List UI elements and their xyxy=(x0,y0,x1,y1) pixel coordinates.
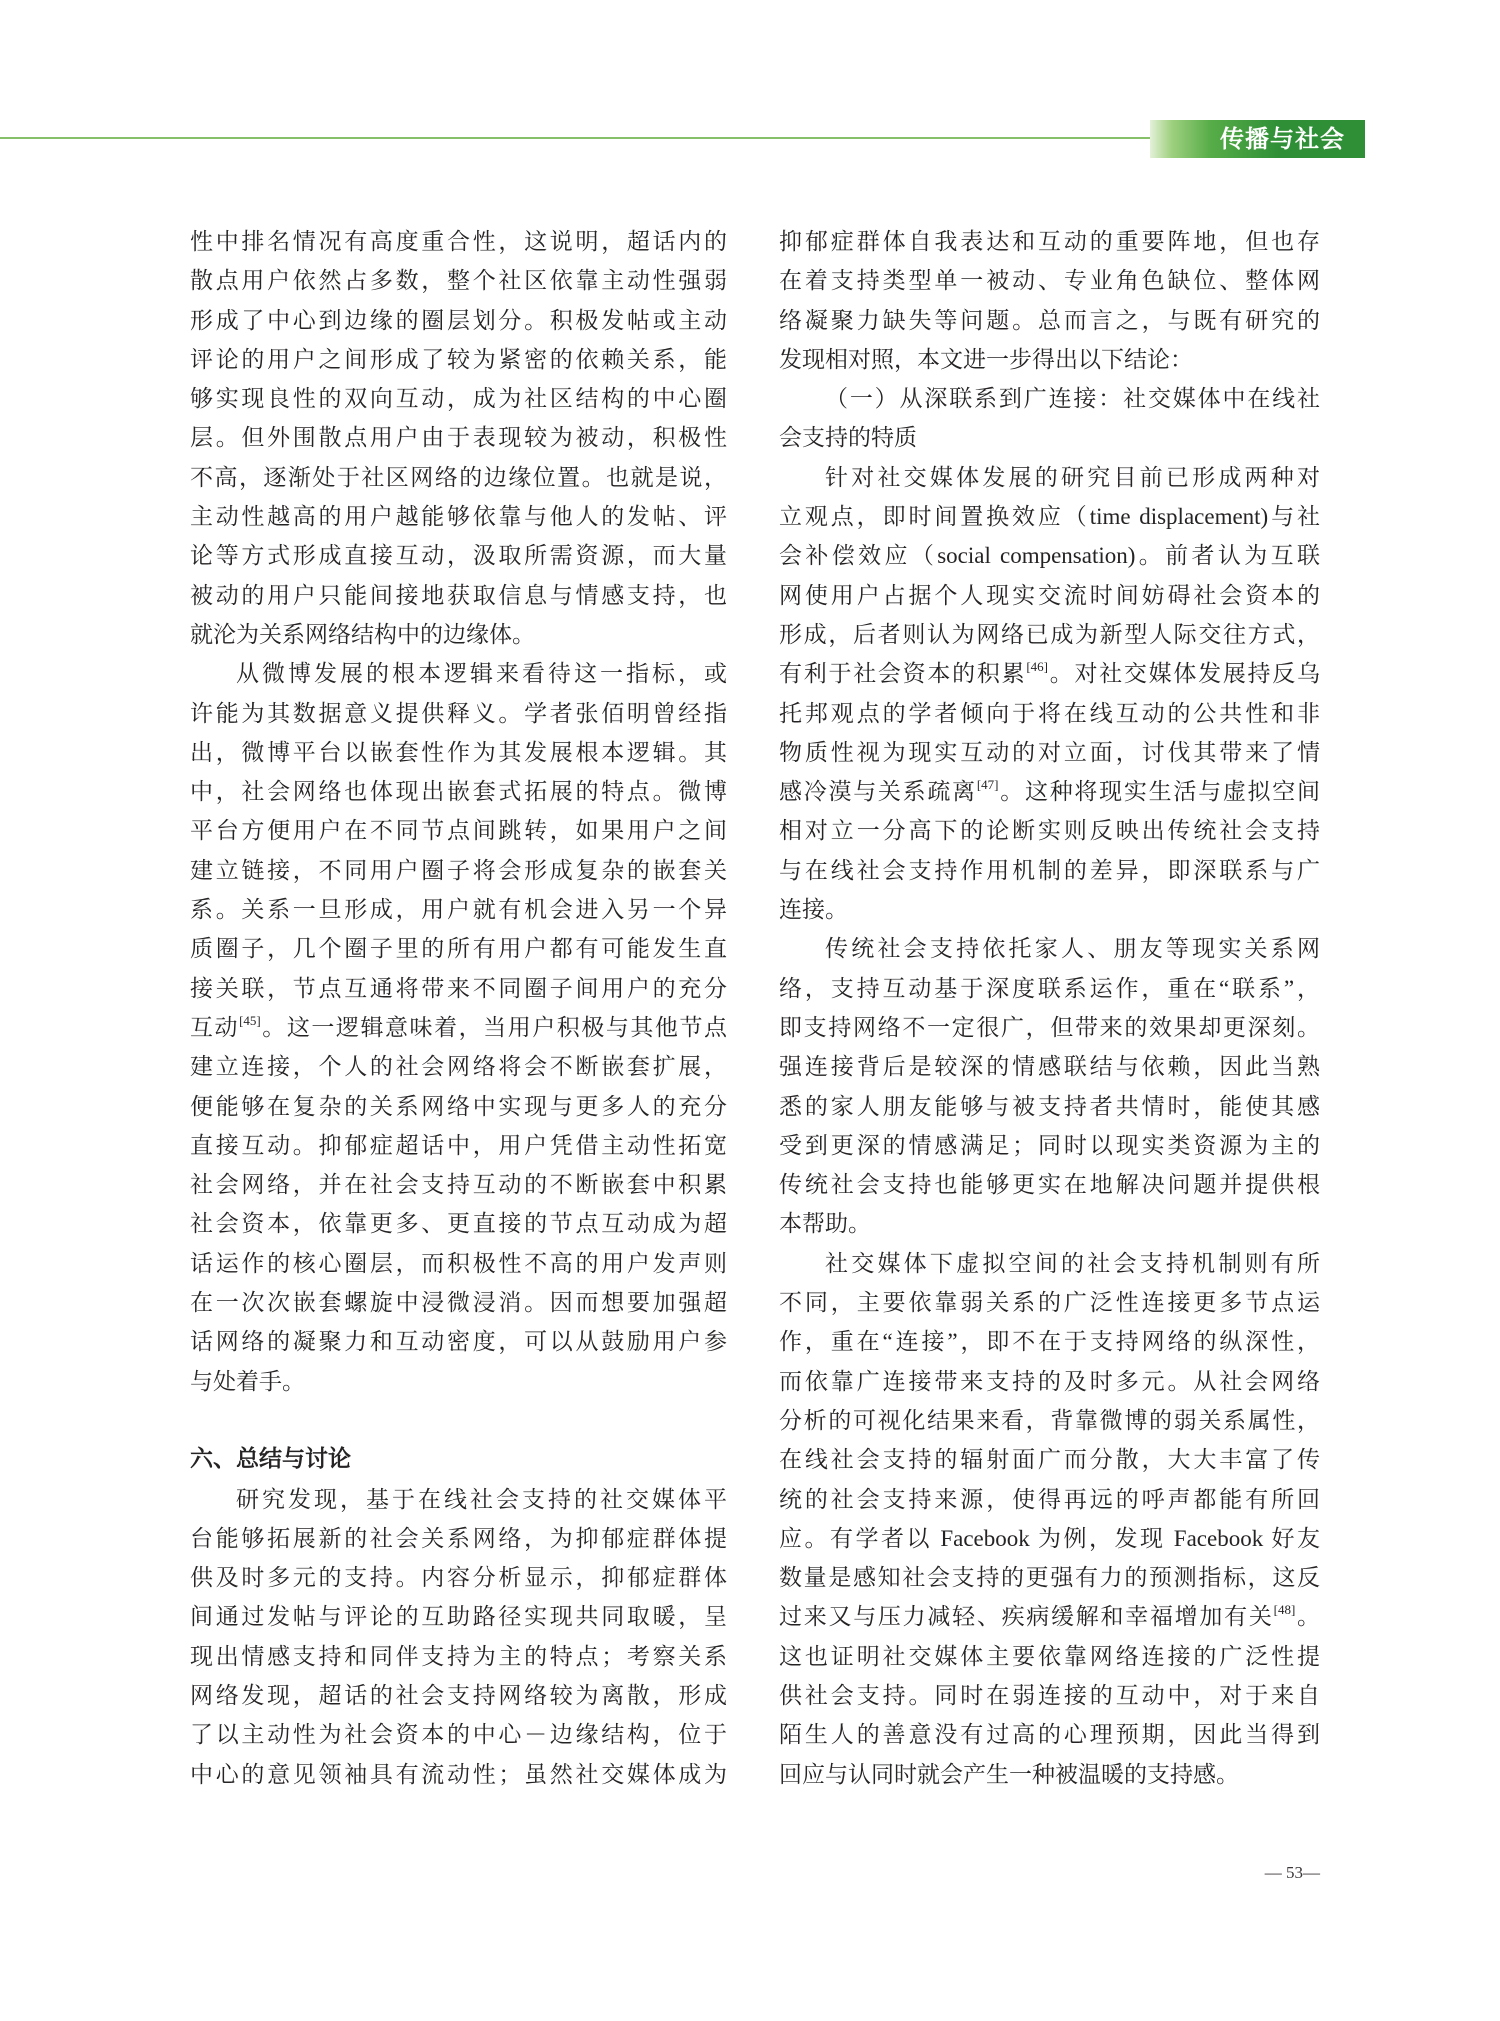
text-line: 供社会支持。同时在弱连接的互动中，对于来自 xyxy=(779,1682,1320,1708)
text-line: 即支持网络不一定很广，但带来的效果却更深刻。 xyxy=(779,1014,1320,1040)
paragraph xyxy=(779,929,1320,1243)
section-tab-label: 传播与社会 xyxy=(1220,125,1345,153)
text-segment: 互动 xyxy=(190,1014,240,1040)
page-number: — 53— xyxy=(1264,1863,1320,1882)
text-line: 话运作的核心圈层，而积极性不高的用户发声则 xyxy=(190,1250,727,1276)
text-line: 相对立一分高下的论断实则反映出传统社会支持 xyxy=(779,818,1320,844)
text-line: 而依靠广连接带来支持的及时多元。从社会网络 xyxy=(779,1368,1320,1394)
text-line: 许能为其数据意义提供释义。学者张佰明曾经指 xyxy=(190,700,727,726)
text-line: 性中排名情况有高度重合性，这说明，超话内的 xyxy=(190,229,727,254)
subsection-heading xyxy=(779,379,1320,458)
text-line: 便能够在复杂的关系网络中实现与更多人的充分 xyxy=(190,1093,727,1119)
paragraph xyxy=(190,222,727,654)
citation-superscript: [48] xyxy=(1273,1602,1296,1618)
text-line: 中心的意见领袖具有流动性；虽然社交媒体成为 xyxy=(190,1761,727,1787)
text-line: 发现相对照，本文进一步得出以下结论： xyxy=(779,346,1193,372)
text-line: 抑郁症群体自我表达和互动的重要阵地，但也存 xyxy=(779,229,1320,254)
text-segment: 。这种将现实生活与虚拟空间 xyxy=(998,779,1321,805)
text-segment: 。对社交媒体发展持反乌 xyxy=(1047,661,1321,687)
text-line: 回应与认同时就会产生一种被温暖的支持感。 xyxy=(779,1761,1239,1787)
right-column xyxy=(779,222,1320,1794)
left-column xyxy=(190,222,727,1794)
text-line xyxy=(779,1597,1320,1636)
text-line: 悉的家人朋友能够与被支持者共情时，能使其感 xyxy=(779,1093,1320,1119)
text-line: 社会资本，依靠更多、更直接的节点互动成为超 xyxy=(190,1211,727,1237)
text-line: 平台方便用户在不同节点间跳转，如果用户之间 xyxy=(190,818,727,844)
text-line: 络，支持互动基于深度联系运作，重在“联系”， xyxy=(779,975,1320,1001)
text-line: 主动性越高的用户越能够依靠与他人的发帖、评 xyxy=(190,504,727,530)
text-line: 够实现良性的双向互动，成为社区结构的中心圈 xyxy=(190,386,727,412)
citation-superscript: [45] xyxy=(239,1012,261,1028)
text-line: 建立连接，个人的社会网络将会不断嵌套扩展， xyxy=(190,1054,727,1080)
citation-superscript: [47] xyxy=(976,777,999,793)
text-line: 应。有学者以 Facebook 为例，发现 Facebook 好友 xyxy=(779,1525,1320,1551)
text-line: 本帮助。 xyxy=(779,1211,871,1237)
text-line: 络凝聚力缺失等问题。总而言之，与既有研究的 xyxy=(779,307,1320,333)
text-line: 不高，逐渐处于社区网络的边缘位置。也就是说， xyxy=(190,464,727,490)
text-line: 网络发现，超话的社会支持网络较为离散，形成 xyxy=(190,1682,727,1708)
text-line: 论等方式形成直接互动，汲取所需资源，而大量 xyxy=(190,543,727,569)
text-line: 现出情感支持和同伴支持为主的特点；考察关系 xyxy=(190,1643,727,1669)
text-line: 被动的用户只能间接地获取信息与情感支持，也 xyxy=(190,582,727,608)
text-line: 强连接背后是较深的情感联结与依赖，因此当熟 xyxy=(779,1054,1320,1080)
text-line: 数量是感知社会支持的更强有力的预测指标，这反 xyxy=(779,1565,1320,1591)
text-segment: 。 xyxy=(1295,1604,1321,1630)
text-line: 形成了中心到边缘的圈层划分。积极发帖或主动 xyxy=(190,307,727,333)
text-line: 与在线社会支持作用机制的差异，即深联系与广 xyxy=(779,857,1320,883)
text-line: 分析的可视化结果来看，背靠微博的弱关系属性， xyxy=(779,1407,1320,1433)
text-line: 就沦为关系网络结构中的边缘体。 xyxy=(190,621,535,647)
text-line: 话网络的凝聚力和互动密度，可以从鼓励用户参 xyxy=(190,1329,727,1355)
text-line: （一）从深联系到广连接：社交媒体中在线社 xyxy=(825,386,1320,412)
text-line: 连接。 xyxy=(779,897,848,923)
text-line: 直接互动。抑郁症超话中，用户凭借主动性拓宽 xyxy=(190,1132,727,1158)
paragraph xyxy=(190,654,727,1401)
text-line: 网使用户占据个人现实交流时间妨碍社会资本的 xyxy=(779,582,1320,608)
text-line xyxy=(190,1008,727,1047)
text-line: 在着支持类型单一被动、专业角色缺位、整体网 xyxy=(779,268,1320,294)
section-tab xyxy=(1150,120,1365,158)
text-line: 评论的用户之间形成了较为紧密的依赖关系，能 xyxy=(190,346,727,372)
text-line: 建立链接，不同用户圈子将会形成复杂的嵌套关 xyxy=(190,857,727,883)
text-line: 间通过发帖与评论的互助路径实现共同取暖，呈 xyxy=(190,1604,727,1630)
text-line: 散点用户依然占多数，整个社区依靠主动性强弱 xyxy=(190,268,727,294)
text-line: 出，微博平台以嵌套性作为其发展根本逻辑。其 xyxy=(190,739,727,765)
text-line: 在一次次嵌套螺旋中浸微浸消。因而想要加强超 xyxy=(190,1290,727,1316)
text-line: 不同，主要依靠弱关系的广泛性连接更多节点运 xyxy=(779,1290,1320,1316)
paragraph xyxy=(190,1480,727,1794)
text-line: 这也证明社交媒体主要依靠网络连接的广泛性提 xyxy=(779,1643,1320,1669)
text-line: 社交媒体下虚拟空间的社会支持机制则有所 xyxy=(825,1250,1320,1276)
text-line: 中，社会网络也体现出嵌套式拓展的特点。微博 xyxy=(190,779,727,805)
text-line: 针对社交媒体发展的研究目前已形成两种对 xyxy=(825,464,1320,490)
text-line: 作，重在“连接”，即不在于支持网络的纵深性， xyxy=(779,1329,1320,1355)
text-line: 研究发现，基于在线社会支持的社交媒体平 xyxy=(236,1486,727,1512)
text-line: 物质性视为现实互动的对立面，讨伐其带来了情 xyxy=(779,739,1320,765)
text-line: 统的社会支持来源，使得再远的呼声都能有所回 xyxy=(779,1486,1320,1512)
text-line xyxy=(779,654,1320,693)
text-line: 接关联，节点互通将带来不同圈子间用户的充分 xyxy=(190,975,727,1001)
text-line: 形成，后者则认为网络已成为新型人际交往方式， xyxy=(779,621,1320,647)
text-line: 质圈子，几个圈子里的所有用户都有可能发生直 xyxy=(190,936,727,962)
text-segment: 感冷漠与关系疏离 xyxy=(779,779,977,805)
text-line: 陌生人的善意没有过高的心理预期，因此当得到 xyxy=(779,1722,1320,1748)
text-line: 会支持的特质 xyxy=(779,425,917,451)
text-segment: 。这一逻辑意味着，当用户积极与其他节点 xyxy=(260,1014,728,1040)
text-line: 了以主动性为社会资本的中心－边缘结构，位于 xyxy=(190,1722,727,1748)
text-line: 系。关系一旦形成，用户就有机会进入另一个异 xyxy=(190,897,727,923)
text-line: 社会网络，并在社会支持互动的不断嵌套中积累 xyxy=(190,1172,727,1198)
text-segment: 过来又与压力减轻、疾病缓解和幸福增加有关 xyxy=(779,1604,1274,1630)
citation-superscript: [46] xyxy=(1026,659,1048,675)
text-line xyxy=(779,772,1320,811)
paragraph xyxy=(779,222,1320,379)
paragraph xyxy=(779,458,1320,930)
text-line: 供及时多元的支持。内容分析显示，抑郁症群体 xyxy=(190,1565,727,1591)
text-line: 立观点，即时间置换效应（time displacement)与社 xyxy=(779,504,1320,530)
text-line: 会补偿效应（social compensation)。前者认为互联 xyxy=(779,543,1320,569)
text-segment: 有利于社会资本的积累 xyxy=(779,661,1027,687)
paragraph xyxy=(779,1244,1320,1794)
text-line: 受到更深的情感满足；同时以现实类资源为主的 xyxy=(779,1132,1320,1158)
header-rule xyxy=(0,137,1152,139)
text-line: 传统社会支持也能够更实在地解决问题并提供根 xyxy=(779,1172,1320,1198)
text-line: 台能够拓展新的社会关系网络，为抑郁症群体提 xyxy=(190,1525,727,1551)
text-line: 传统社会支持依托家人、朋友等现实关系网 xyxy=(825,936,1320,962)
text-line: 从微博发展的根本逻辑来看待这一指标，或 xyxy=(236,661,727,687)
text-line: 与处着手。 xyxy=(190,1368,305,1394)
text-line: 在线社会支持的辐射面广而分散，大大丰富了传 xyxy=(779,1447,1320,1473)
text-line: 层。但外围散点用户由于表现较为被动，积极性 xyxy=(190,425,727,451)
text-line: 托邦观点的学者倾向于将在线互动的公共性和非 xyxy=(779,700,1320,726)
section-heading: 六、总结与讨论 xyxy=(190,1446,351,1473)
